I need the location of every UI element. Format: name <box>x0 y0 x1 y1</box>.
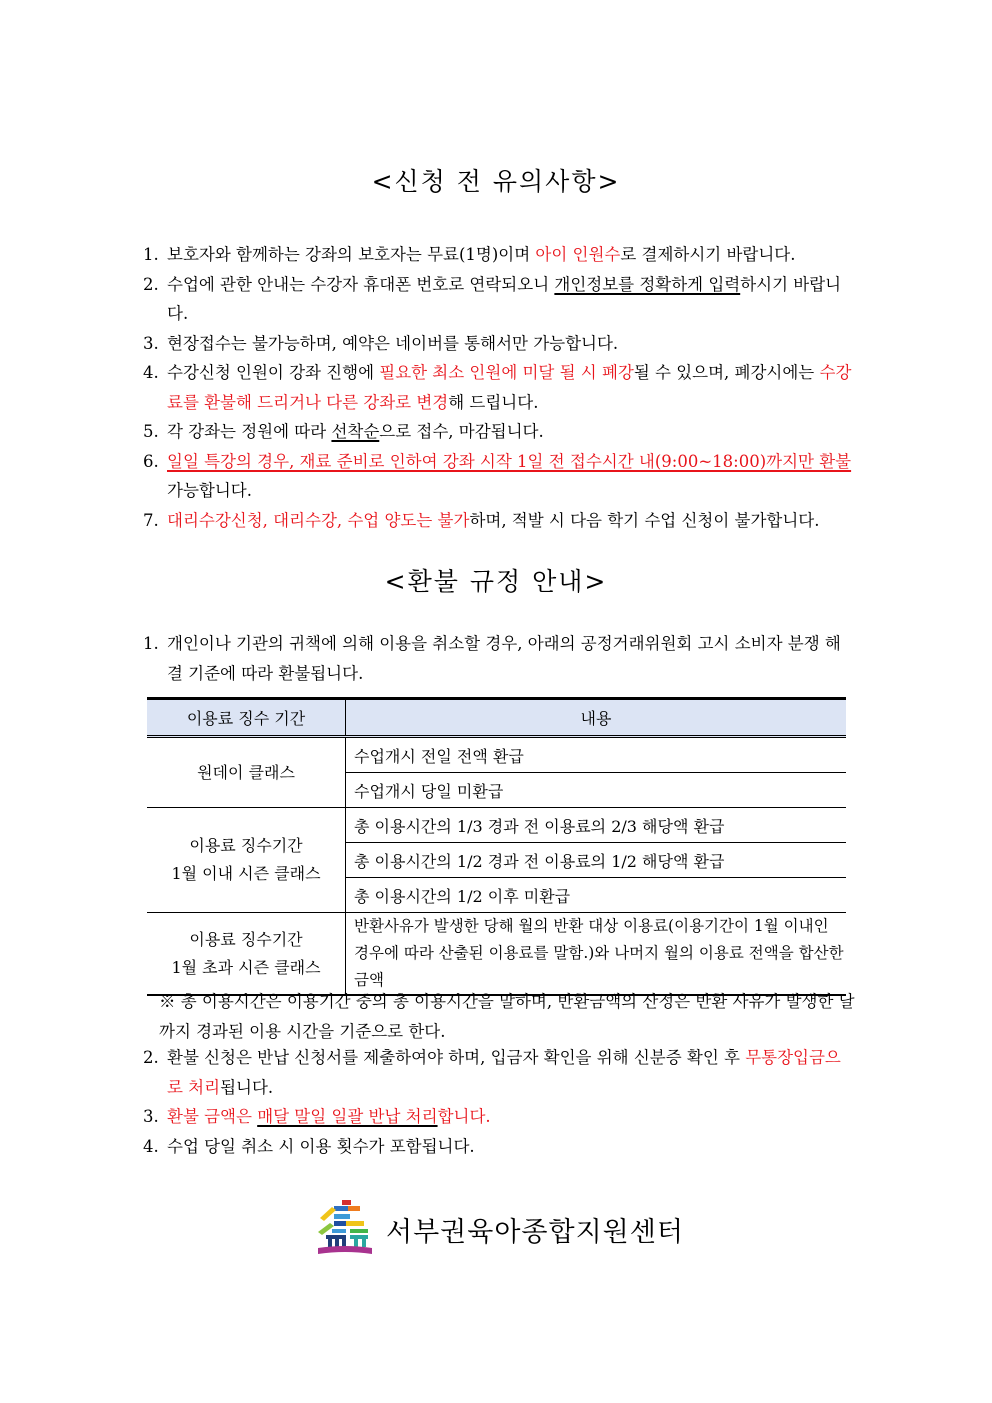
table-row <box>147 913 846 996</box>
period-cell <box>147 808 346 913</box>
list-item <box>143 329 855 359</box>
emphasis-text: 일일 특강의 경우, 재료 준비로 인하여 강좌 시작 1일 전 접수시간 내(9:00~18:00)까지만 환불 <box>167 451 852 471</box>
item-number: 5. <box>143 422 159 441</box>
text-segment: 하며, 적발 시 다음 학기 수업 신청이 불가합니다. <box>469 510 820 530</box>
list-item <box>143 270 855 329</box>
text-segment: 될 수 있으며, 폐강시에는 <box>633 363 820 382</box>
text-segment: 하시기 바랍니다. <box>167 274 842 323</box>
item-text <box>167 452 851 501</box>
content-cell: 반환사유가 발생한 당해 월의 반환 대상 이용료(이용기간이 1월 이내인 경우에 따라 산출된 이용료를 말함.)와 나머지 월의 이용료 전액을 합산한 금액 <box>346 913 847 996</box>
text-segment: 됩니다. <box>220 1077 274 1097</box>
emphasis-text: 환불 금액은 <box>167 1107 258 1126</box>
precautions-list <box>143 240 855 535</box>
content-cell: 총 이용시간의 1/2 이후 미환급 <box>346 878 847 913</box>
emphasis-text: 대리수강신청, 대리수강, 수업 양도는 불가 <box>167 510 470 530</box>
text-segment: 현장접수는 불가능하며, 예약은 네이버를 통해서만 가능합니다. <box>167 333 619 353</box>
text-segment: 수강신청 인원이 강좌 진행에 <box>167 363 380 382</box>
footer-logo <box>316 1198 684 1260</box>
content-cell: 총 이용시간의 1/2 경과 전 이용료의 1/2 해당액 환급 <box>346 843 847 878</box>
item-text <box>167 1107 491 1126</box>
refund-list <box>143 1043 855 1161</box>
emphasis-text: 필요한 최소 인원에 미달 될 시 폐강 <box>379 363 634 382</box>
refund-intro <box>143 629 855 688</box>
item-number: 6. <box>143 451 159 471</box>
item-number: 1. <box>143 634 159 653</box>
item-text <box>167 245 795 264</box>
item-number: 2. <box>143 274 159 294</box>
list-item <box>143 240 855 270</box>
text-segment: 수업에 관한 안내는 수강자 휴대폰 번호로 연락되오니 <box>167 274 555 294</box>
item-text <box>167 422 544 441</box>
text-segment: 으로 접수, 마감됩니다. <box>379 422 544 441</box>
item-text <box>167 363 851 412</box>
period-label: 1월 이내 시즌 클래스 <box>171 864 321 883</box>
emphasis-text: 합니다. <box>437 1107 491 1126</box>
emphasis-text: 아이 인원수 <box>535 245 621 264</box>
footnote: ※ 총 이용시간은 이용기간 중의 총 이용시간을 말하며, 반환금액의 산정은 반환 사유가 발생한 날까지 경과된 이용 시간을 기준으로 한다. <box>159 992 855 1041</box>
text-segment: 환불 신청은 반납 신청서를 제출하여야 하며, 입금자 확인을 위해 신분증 확인 후 <box>167 1048 746 1067</box>
center-name: 서부권육아종합지원센터 <box>386 1216 684 1248</box>
section-title-refund-policy: <환불 규정 안내> <box>384 567 608 596</box>
text-segment: 수업 당일 취소 시 이용 횟수가 포함됩니다. <box>167 1136 475 1156</box>
emphasis-text: 매달 말일 일괄 반납 처리 <box>257 1107 438 1126</box>
item-text <box>167 1048 841 1097</box>
period-label: 원데이 클래스 <box>197 762 295 782</box>
period-label: 이용료 징수기간 <box>189 836 303 855</box>
text-segment: 각 강좌는 정원에 따라 <box>167 422 332 441</box>
item-number: 1. <box>143 245 159 264</box>
period-cell <box>147 737 346 808</box>
item-text <box>167 334 618 353</box>
item-number: 3. <box>143 333 159 353</box>
period-label: 이용료 징수기간 <box>189 929 303 949</box>
emphasis-text: 무통장입금으로 처리 <box>167 1048 841 1097</box>
list-item <box>143 506 855 536</box>
content-cell: 총 이용시간의 1/3 경과 전 이용료의 2/3 해당액 환급 <box>346 808 847 843</box>
table-row <box>147 737 846 773</box>
item-text <box>167 511 819 530</box>
emphasis-text: 선착순 <box>331 422 380 441</box>
list-item <box>143 1102 855 1132</box>
column-header-period: 이용료 징수 기간 <box>147 699 346 737</box>
item-text <box>167 1137 475 1156</box>
list-item <box>143 417 855 447</box>
emphasis-text: 개인정보를 정확하게 입력 <box>554 274 741 294</box>
list-item <box>143 358 855 417</box>
item-number: 4. <box>143 363 159 382</box>
content-cell: 수업개시 당일 미환급 <box>346 773 847 808</box>
childcare-center-logo-icon <box>316 1198 374 1260</box>
period-label: 1월 초과 시즌 클래스 <box>171 957 321 977</box>
item-number: 2. <box>143 1048 159 1067</box>
content-cell: 수업개시 전일 전액 환급 <box>346 737 847 773</box>
refund-table <box>147 697 846 996</box>
list-item <box>143 1132 855 1162</box>
item-number: 3. <box>143 1107 159 1126</box>
text-segment: 로 결제하시기 바랍니다. <box>620 245 796 264</box>
period-cell <box>147 913 346 996</box>
section-title-precautions: <신청 전 유의사항> <box>371 167 621 196</box>
table-row <box>147 808 846 843</box>
column-header-content: 내용 <box>346 699 847 737</box>
text-segment: 보호자와 함께하는 강좌의 보호자는 무료(1명)이며 <box>167 245 536 264</box>
list-item <box>143 629 855 688</box>
list-item <box>143 447 855 506</box>
emphasis-text: 수강료를 환불해 드리거나 다른 강좌로 변경 <box>167 363 852 412</box>
item-number: 7. <box>143 510 159 530</box>
table-header-row <box>147 699 846 737</box>
item-number: 4. <box>143 1136 159 1156</box>
text-segment: 해 드립니다. <box>448 392 539 412</box>
item-text <box>167 275 841 324</box>
item-text: 개인이나 기관의 귀책에 의해 이용을 취소할 경우, 아래의 공정거래위원회 고시 소비자 분쟁 해결 기준에 따라 환불됩니다. <box>167 634 841 683</box>
list-item <box>143 1043 855 1102</box>
text-segment: 가능합니다. <box>167 481 252 500</box>
